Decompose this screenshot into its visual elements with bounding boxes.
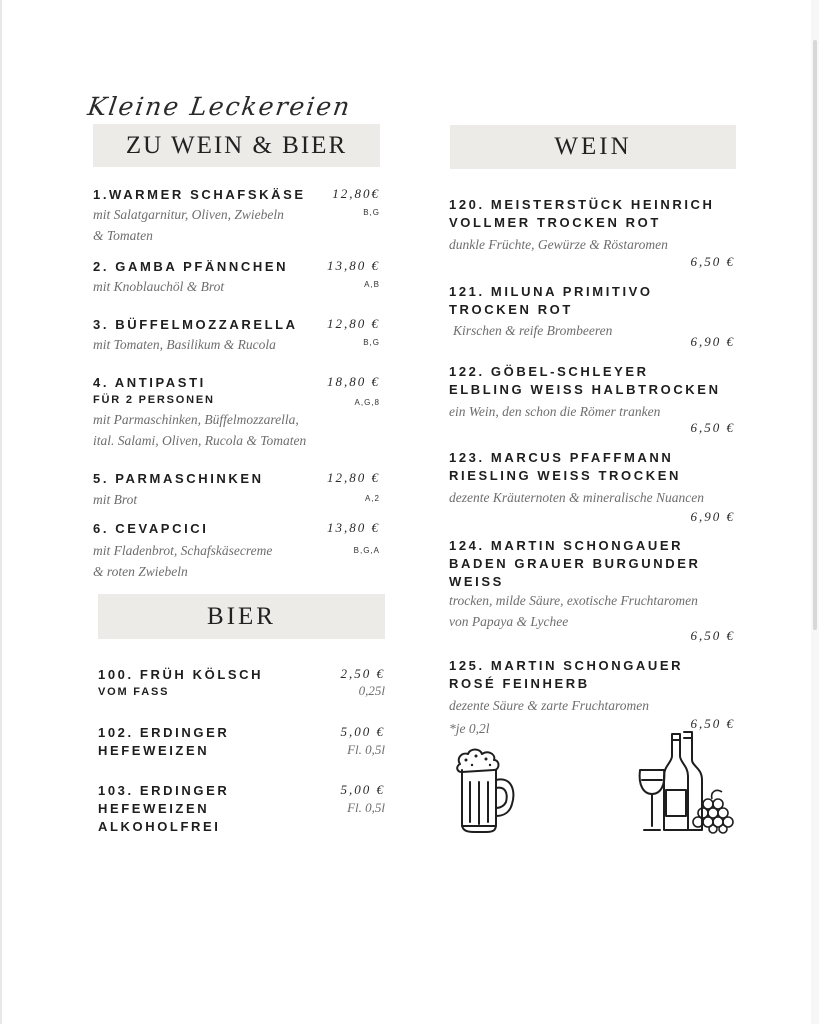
item-description: dunkle Früchte, Gewürze & Röstaromen bbox=[449, 237, 668, 252]
section-title-bier: BIER bbox=[98, 594, 385, 639]
menu-item bbox=[93, 374, 380, 454]
item-name: VOM FASS bbox=[98, 686, 170, 698]
item-name: 3. BÜFFELMOZZARELLA bbox=[93, 317, 298, 332]
item-price: 12,80 € bbox=[327, 316, 380, 331]
wine-item bbox=[449, 196, 735, 268]
item-price: 18,80 € bbox=[327, 374, 380, 389]
item-description: von Papaya & Lychee bbox=[449, 614, 569, 629]
menu-item bbox=[98, 666, 385, 706]
footnote: *je 0,2l bbox=[449, 721, 490, 736]
item-name: 123. MARCUS PFAFFMANN bbox=[449, 450, 674, 465]
item-name: 103. ERDINGER bbox=[98, 783, 230, 798]
wine-bottles-icon bbox=[636, 730, 738, 834]
menu-item bbox=[93, 470, 380, 510]
item-price: 5,00 € bbox=[340, 724, 385, 739]
menu-item bbox=[93, 186, 380, 246]
item-name: 2. GAMBA PFÄNNCHEN bbox=[93, 259, 289, 274]
page-edge bbox=[0, 0, 2, 1024]
wine-item bbox=[449, 657, 735, 735]
item-name: ALKOHOLFREI bbox=[98, 819, 221, 834]
script-title: Kleine Leckereien bbox=[85, 92, 354, 121]
item-description: trocken, milde Säure, exotische Fruchtaromen bbox=[449, 593, 698, 608]
item-allergens: B,G bbox=[363, 208, 380, 217]
item-name: ROSÉ FEINHERB bbox=[449, 676, 590, 691]
item-name: 102. ERDINGER bbox=[98, 725, 230, 740]
item-volume: Fl. 0,5l bbox=[347, 742, 385, 757]
menu-item bbox=[93, 520, 380, 582]
item-allergens: A,2 bbox=[364, 494, 380, 503]
item-price: 12,80€ bbox=[332, 186, 380, 201]
item-description: & Tomaten bbox=[93, 228, 153, 243]
scrollbar-thumb[interactable] bbox=[813, 40, 817, 630]
section-title-snacks: ZU WEIN & BIER bbox=[93, 124, 380, 167]
item-description: mit Salatgarnitur, Oliven, Zwiebeln bbox=[93, 207, 284, 222]
item-description: Kirschen & reife Brombeeren bbox=[453, 323, 613, 338]
item-allergens: A,G,8 bbox=[354, 398, 380, 407]
scrollbar[interactable] bbox=[811, 0, 819, 1024]
item-name: RIESLING WEISS TROCKEN bbox=[449, 468, 681, 483]
item-description: mit Fladenbrot, Schafskäsecreme bbox=[93, 543, 273, 558]
item-description: dezente Säure & zarte Fruchtaromen bbox=[449, 698, 649, 713]
item-allergens: A,B bbox=[364, 280, 380, 289]
item-price: 6,50 € bbox=[690, 254, 735, 269]
section-title-wein: WEIN bbox=[450, 125, 736, 169]
item-description: & roten Zwiebeln bbox=[93, 564, 188, 579]
item-name: 122. GÖBEL-SCHLEYER bbox=[449, 364, 649, 379]
item-price: 6,50 € bbox=[690, 716, 735, 731]
item-price: 13,80 € bbox=[327, 520, 380, 535]
item-description: mit Parmaschinken, Büffelmozzarella, bbox=[93, 412, 299, 427]
item-name: 125. MARTIN SCHONGAUER bbox=[449, 658, 684, 673]
item-name: 5. PARMASCHINKEN bbox=[93, 471, 264, 486]
menu-item bbox=[93, 316, 380, 356]
item-name: HEFEWEIZEN bbox=[98, 801, 210, 816]
item-description: mit Knoblauchöl & Brot bbox=[93, 279, 225, 294]
item-name: 121. MILUNA PRIMITIVO bbox=[449, 284, 653, 299]
item-name: 1.WARMER SCHAFSKÄSE bbox=[93, 187, 306, 202]
beer-mug-icon bbox=[450, 748, 520, 834]
item-name: WEISS bbox=[449, 574, 504, 589]
item-price: 2,50 € bbox=[340, 666, 385, 681]
item-description: ein Wein, den schon die Römer tranken bbox=[449, 404, 661, 419]
item-description: mit Brot bbox=[93, 492, 138, 507]
item-subtitle: FÜR 2 PERSONEN bbox=[93, 394, 215, 406]
item-volume: 0,25l bbox=[358, 683, 385, 698]
item-allergens: B,G bbox=[363, 338, 380, 347]
item-name: VOLLMER TROCKEN ROT bbox=[449, 215, 661, 230]
wine-item bbox=[449, 363, 735, 435]
wine-item bbox=[449, 537, 735, 647]
item-name: 100. FRÜH KÖLSCH bbox=[98, 667, 264, 682]
item-name: 4. ANTIPASTI bbox=[93, 375, 206, 390]
item-name: ELBLING WEISS HALBTROCKEN bbox=[449, 382, 721, 397]
item-name: HEFEWEIZEN bbox=[98, 743, 210, 758]
item-price: 6,50 € bbox=[690, 420, 735, 435]
item-name: 124. MARTIN SCHONGAUER bbox=[449, 538, 684, 553]
item-volume: Fl. 0,5l bbox=[347, 800, 385, 815]
item-price: 6,90 € bbox=[690, 509, 735, 524]
item-price: 6,50 € bbox=[690, 628, 735, 643]
item-name: 6. CEVAPCICI bbox=[93, 521, 209, 536]
menu-item bbox=[93, 258, 380, 298]
item-description: dezente Kräuternoten & mineralische Nuancen bbox=[449, 490, 704, 505]
item-name: BADEN GRAUER BURGUNDER bbox=[449, 556, 701, 571]
item-description: mit Tomaten, Basilikum & Rucola bbox=[93, 337, 276, 352]
item-price: 5,00 € bbox=[340, 782, 385, 797]
menu-item bbox=[98, 782, 385, 838]
menu-item bbox=[98, 724, 385, 764]
wine-item bbox=[449, 449, 735, 525]
item-allergens: B,G,A bbox=[353, 546, 380, 555]
item-description: ital. Salami, Oliven, Rucola & Tomaten bbox=[93, 433, 307, 448]
item-price: 13,80 € bbox=[327, 258, 380, 273]
wine-item bbox=[449, 283, 735, 355]
item-name: 120. MEISTERSTÜCK HEINRICH bbox=[449, 197, 715, 212]
item-name: TROCKEN ROT bbox=[449, 302, 573, 317]
item-price: 12,80 € bbox=[327, 470, 380, 485]
item-price: 6,90 € bbox=[690, 334, 735, 349]
